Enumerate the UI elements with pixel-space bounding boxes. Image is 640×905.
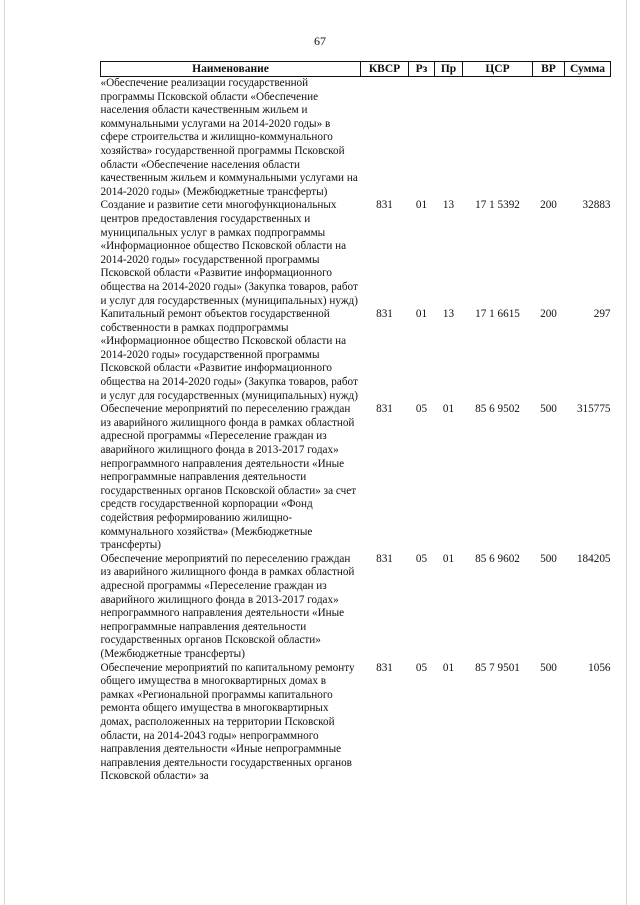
row-csr: 85 6 9602	[475, 552, 520, 565]
row-kvsr	[361, 77, 409, 200]
row-pr: 13	[442, 308, 455, 321]
row-csr: 17 1 6615	[475, 308, 520, 321]
row-pr: 01	[442, 552, 455, 565]
row-vr: 500	[540, 552, 557, 565]
row-rz: 01	[415, 199, 428, 212]
row-csr	[463, 77, 533, 200]
header-rz: Рз	[409, 62, 435, 77]
row-csr: 85 6 9502	[475, 403, 520, 416]
budget-table	[100, 61, 611, 784]
row-pr: 01	[442, 403, 455, 416]
row-vr: 200	[540, 308, 557, 321]
header-csr: ЦСР	[463, 62, 533, 77]
row-kvsr: 831	[376, 403, 393, 416]
header-vr: ВР	[533, 62, 565, 77]
header-name: Наименование	[101, 62, 361, 77]
row-vr: 500	[540, 403, 557, 416]
row-name: Капитальный ремонт объектов государственной собственности в рамках подпрограммы «Информационное общество Псковской области на 2014-2020 годы» государственной программы Псковской области «Развитие информационного общества на 2014-2020 годы» (Закупка товаров, работ и услуг для государственных (муниципальных) нужд)	[100, 308, 358, 402]
row-sum: 184205	[576, 552, 611, 565]
row-vr	[533, 77, 565, 200]
row-rz	[409, 77, 435, 200]
row-sum	[565, 77, 611, 200]
table-body	[101, 77, 611, 784]
row-kvsr: 831	[376, 552, 393, 565]
row-kvsr: 831	[376, 199, 393, 212]
row-csr: 17 1 5392	[475, 199, 520, 212]
header-kvsr: КВСР	[361, 62, 409, 77]
table-row	[101, 662, 611, 784]
table-row	[101, 553, 611, 662]
row-rz: 05	[415, 403, 428, 416]
row-kvsr: 831	[376, 661, 393, 674]
row-rz: 01	[415, 308, 428, 321]
row-sum: 315775	[576, 403, 611, 416]
row-pr: 13	[442, 199, 455, 212]
row-sum: 1056	[588, 661, 611, 674]
row-name: «Обеспечение реализации государственной программы Псковской области «Обеспечение населения области качественным жильем и коммунальными услугами на 2014-2020 годы» в сфере строительства и жилищно-коммунального хозяйства» государственной программы Псковской области «Обеспечение населения области качественным жильем и коммунальными услугами на 2014-2020 годы» (Межбюджетные трансферты)	[100, 77, 358, 198]
row-csr: 85 7 9501	[475, 661, 520, 674]
row-kvsr: 831	[376, 308, 393, 321]
header-sum: Сумма	[565, 62, 611, 77]
table-row	[101, 308, 611, 403]
scan-edge-left	[4, 0, 5, 905]
row-sum: 32883	[582, 199, 611, 212]
row-name: Создание и развитие сети многофункциональных центров предоставления государственных и муниципальных услуг в рамках подпрограммы «Информационное общество Псковской области на 2014-2020 годы» государственной программы Псковской области «Развитие информационного общества на 2014-2020 годы» (Закупка товаров, работ и услуг для государственных (муниципальных) нужд)	[100, 199, 358, 307]
row-name: Обеспечение мероприятий по переселению граждан из аварийного жилищного фонда в рамках областной адресной программы «Переселение граждан из аварийного жилищного фонда в 2013-2017 годах» непрограммного направления деятельности «Иные непрограммные направления деятельности государственных органов Псковской области» за счет средств государственной корпорации «Фонд содействия реформированию жилищно-коммунального хозяйства» (Межбюджетные трансферты)	[100, 403, 357, 552]
table-row	[101, 199, 611, 308]
row-rz: 05	[415, 661, 428, 674]
table-row	[101, 77, 611, 200]
scan-edge-right	[626, 0, 627, 905]
row-pr: 01	[442, 661, 455, 674]
row-pr	[435, 77, 463, 200]
row-rz: 05	[415, 552, 428, 565]
row-name: Обеспечение мероприятий по капитальному ремонту общего имущества в многоквартирных домах в рамках «Региональной программы капитального ремонта общего имущества в многоквартирных домах, расположенных на территории Псковской области, на 2014-2043 годы» непрограммного направления деятельности «Иные непрограммные направления деятельности государственных органов Псковской области» за	[100, 661, 355, 783]
page-number: 67	[314, 34, 326, 48]
table-row	[101, 403, 611, 553]
row-vr: 200	[540, 199, 557, 212]
header-pr: Пр	[435, 62, 463, 77]
row-vr: 500	[540, 661, 557, 674]
row-name: Обеспечение мероприятий по переселению граждан из аварийного жилищного фонда в рамках областной адресной программы «Переселение граждан из аварийного жилищного фонда в 2013-2017 годах» непрограммного направления деятельности «Иные непрограммные направления деятельности государственных органов Псковской области» (Межбюджетные трансферты)	[100, 552, 355, 660]
table-header	[101, 62, 611, 77]
row-sum: 297	[593, 308, 611, 321]
